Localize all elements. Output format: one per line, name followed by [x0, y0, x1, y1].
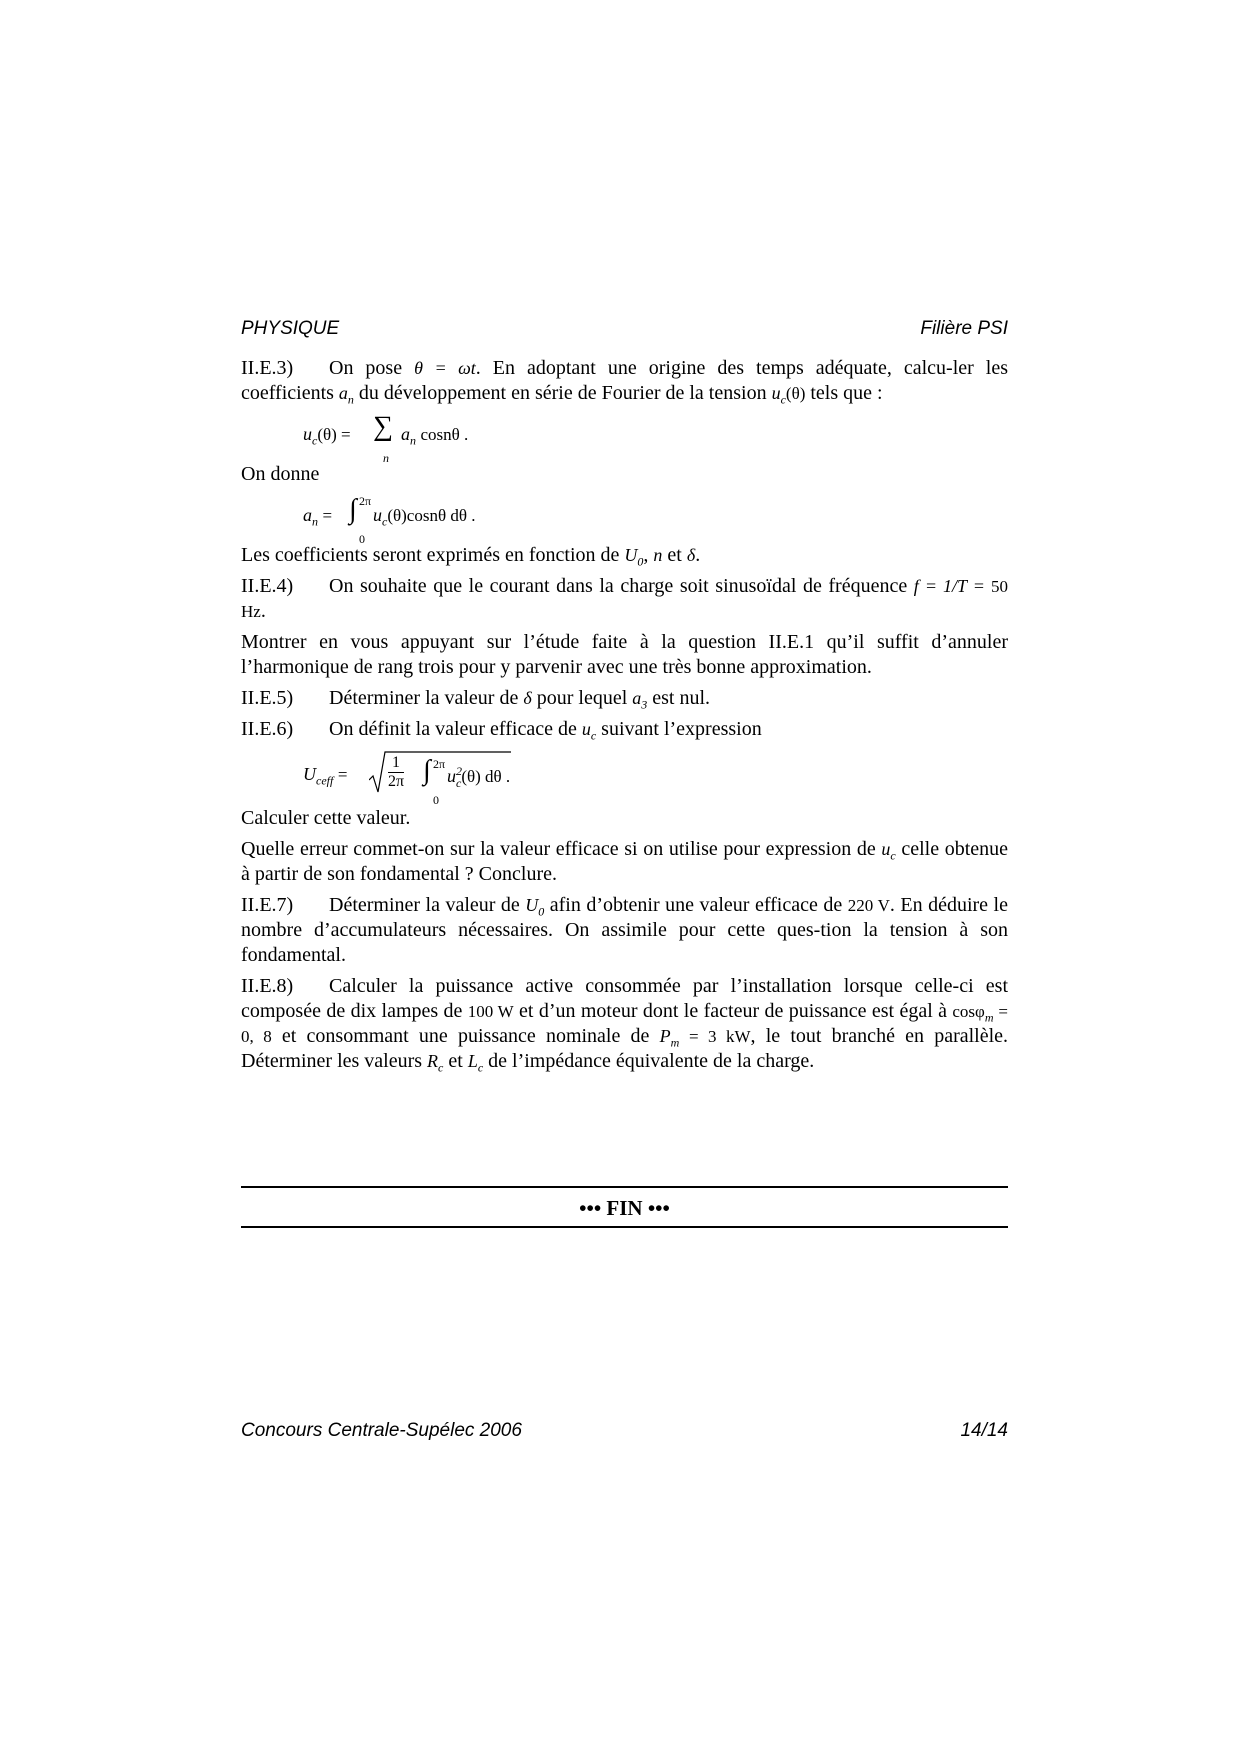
question-II-E-4-text: Montrer en vous appuyant sur l’étude faite à la question II.E.1 qu’il suffit d’annuler l’harmonique de rang trois pour y parvenir avec une très bonne approximation.: [241, 631, 1008, 678]
end-marker: ••• FIN •••: [579, 1196, 670, 1220]
question-label: II.E.4): [241, 575, 294, 597]
math-uc-theta: $u_c(\theta)$: [771, 383, 806, 407]
question-label: II.E.7): [241, 894, 294, 916]
subject-label: PHYSIQUE: [241, 318, 340, 339]
on-donne: On donne: [241, 463, 320, 485]
coefficients-note: Les coefficients seront exprimés en fonction de $U_0$, n et δ.: [241, 544, 701, 569]
question-label: II.E.6): [241, 718, 294, 740]
question-II-E-6-text: Calculer cette valeur.: [241, 807, 411, 829]
question-label: II.E.8): [241, 975, 294, 997]
exam-name: Concours Centrale-Supélec 2006: [241, 1420, 522, 1441]
question-II-E-4: II.E.4) On souhaite que le courant dans la charge soit sinusoïdal de fréquence f = 1/T = 50 Hz.: [241, 575, 1008, 622]
page-header: [241, 318, 1008, 340]
integral-symbol: ∫: [349, 494, 357, 525]
page-number: 14/14: [960, 1420, 1008, 1441]
question-label: II.E.3): [241, 357, 294, 379]
question-II-E-8: II.E.8) Calculer la puissance active consommée par l’installation lorsque celle-ci est composée de dix lampes de 100 W et d’un moteur dont le facteur de puissance est égal à cosφ$_m$ = 0, 8 et consommant une puissance nominale de $P_m = 3$ kW, le tout branché en parallèle. Déterminer les valeurs $R_c$ et $L_c$ de l’impédance équivalente de la charge.: [241, 975, 1009, 1075]
fraction-1-over-2pi: $\frac{1}{2\pi}$: [388, 754, 405, 790]
track-label: Filière PSI: [920, 318, 1008, 339]
sum-symbol: ∑: [373, 411, 393, 442]
bottom-divider: [241, 1226, 1008, 1228]
math-an: $a_n$: [338, 383, 354, 407]
equation-rms: $U_{ceff}$ = $\frac{1}{2\pi}$ ∫ 2π 0 $u^2_c(\theta)$ dθ .: [303, 750, 1008, 796]
question-label: II.E.5): [241, 687, 294, 709]
page-body: [241, 356, 1008, 1080]
question-II-E-7: II.E.7) Déterminer la valeur de $U_0$ afin d’obtenir une valeur efficace de 220 V. En déduire le nombre d’accumulateurs nécessaires. On assimile pour cette ques-tion la tension à son fondamental.: [241, 894, 1008, 966]
math-theta-def: θ = ωt: [414, 358, 476, 378]
question-II-E-5: II.E.5) Déterminer la valeur de δ pour lequel $a_3$ est nul.: [241, 687, 711, 712]
question-II-E-6-error: Quelle erreur commet-on sur la valeur efficace si on utilise pour expression de $u_c$ celle obtenue à partir de son fondamental ? Conclure.: [241, 838, 1009, 885]
top-divider: [241, 1186, 1008, 1188]
equation-an-integral: $a_n$ = ∫ 2π 0 $u_c(\theta)\cos n\theta$ dθ .: [303, 494, 476, 546]
page-footer: [241, 1420, 1008, 1442]
question-II-E-6: II.E.6) On définit la valeur efficace de $u_c$ suivant l’expression: [241, 718, 762, 743]
integral-symbol: ∫: [423, 755, 431, 786]
equation-fourier-series: $u_c(\theta)$ = ∑ n $a_n$ cosnθ .: [303, 411, 469, 465]
question-II-E-3: II.E.3) On pose θ = ωt. En adoptant une origine des temps adéquate, calcu-ler les coefficients $a_n$ du développement en série de Fourier de la tension $u_c(\theta)$ tels que :: [241, 357, 1008, 407]
